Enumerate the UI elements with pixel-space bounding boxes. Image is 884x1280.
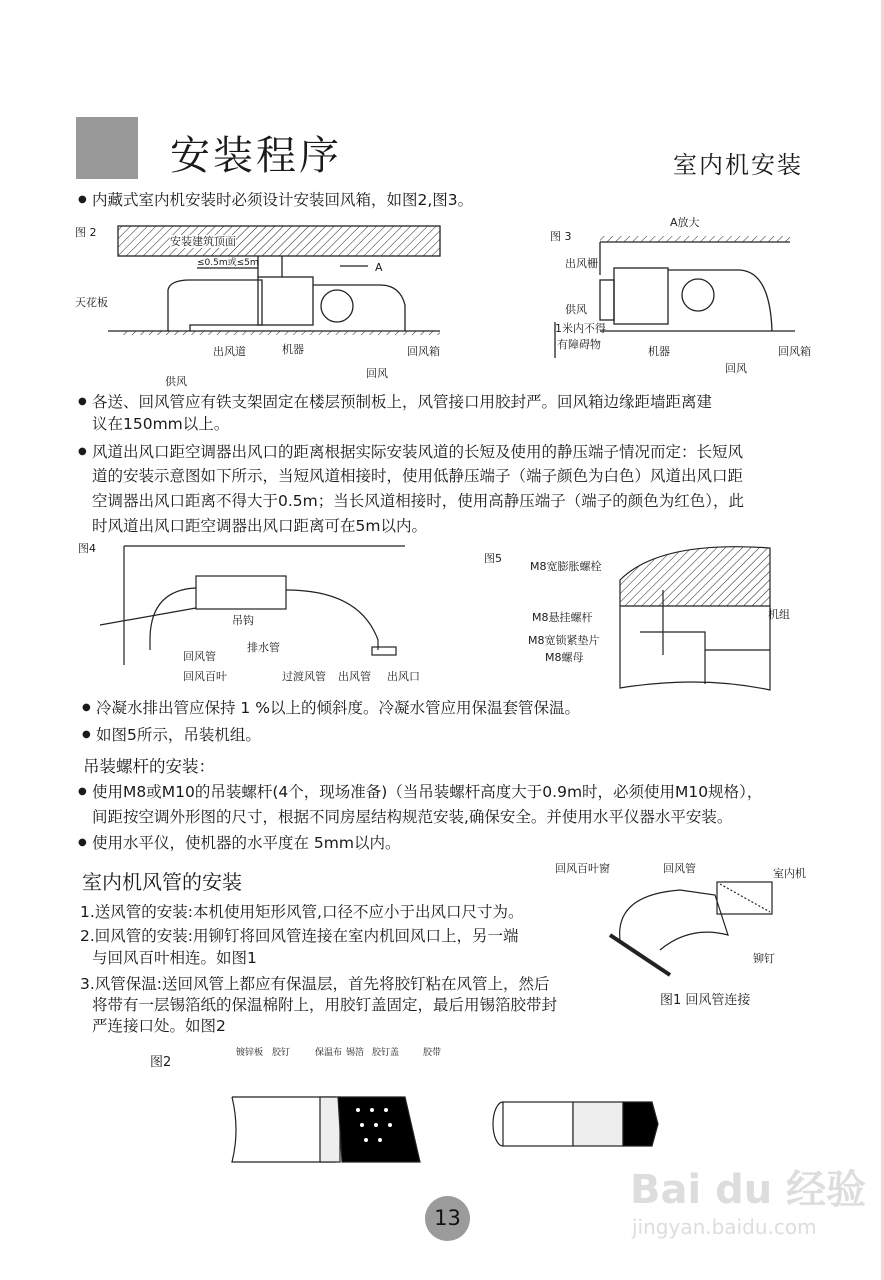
fig3-label: 图 3 (550, 230, 572, 243)
fig5-unit-label: 机组 (768, 608, 790, 621)
fig4-outlet-duct-label: 出风管 (338, 670, 371, 683)
section-title: 室内机安装 (673, 151, 803, 179)
duct-item-line: 将带有一层锡箔纸的保温棉附上，用胶钉盖固定，最后用锡箔胶带封 (92, 996, 558, 1014)
fig3-return-box-label: 回风箱 (778, 345, 811, 358)
fig2-a-marker: A (375, 261, 383, 274)
page-number: 13 (425, 1196, 470, 1241)
fig3-supply-label: 供风 (565, 303, 587, 316)
fig2b-cap-label: 胶钉盖 (372, 1048, 400, 1058)
para2-line: 议在150mm以上。 (92, 415, 230, 433)
fig4-return-duct-label: 回风管 (183, 650, 216, 663)
intro-text: ● 内藏式室内机安装时必须设计安装回风箱，如图2,图3。 (92, 190, 473, 210)
fig3-grille-label: 出风栅 (565, 257, 598, 270)
duct-item-line: 2.回风管的安装:用铆钉将回风管连接在室内机回风口上，另一端 (80, 927, 519, 945)
fig2-label: 图 2 (75, 226, 97, 239)
fig2-return-box-label: 回风箱 (407, 345, 440, 358)
fig4-drain-label: 排水管 (247, 641, 280, 654)
figure-1-drawing (610, 882, 772, 975)
fig2-distance-label: ≤0.5m或≤5m (197, 258, 259, 268)
para3-line: ● 风道出风口距空调器出风口的距离根据实际安装风道的长短及使用的静压端子情况而定：长短风 (92, 442, 743, 462)
figure-2b-drawing (232, 1097, 658, 1162)
fig2-outlet-duct-label: 出风道 (213, 345, 246, 358)
rod-item-line: ● 使用水平仪，使机器的水平度在 5mm以内。 (92, 833, 401, 853)
fig1-louver-label: 回风百叶窗 (555, 862, 610, 875)
fig2-machine-label: 机器 (282, 343, 304, 356)
fig2-return-label: 回风 (366, 367, 388, 380)
fig3-clearance-1: 1米内不得 (555, 322, 606, 335)
fig2-ceiling-label: 安装建筑顶面 (170, 235, 236, 248)
bullet-text: ● 如图5所示，吊装机组。 (96, 725, 261, 745)
duct-item-line: 3.风管保温:送回风管上都应有保温层，首先将胶钉粘在风管上，然后 (80, 975, 550, 993)
fig5-washer-label: M8宽锁紧垫片 (528, 634, 600, 647)
para3-line: 道的安装示意图如下所示，当短风道相接时，使用低静压端子（端子颜色为白色）风道出风口距 (92, 467, 744, 485)
fig1-rivet-label: 铆钉 (753, 952, 775, 965)
figure-5-drawing (620, 547, 770, 690)
fig2b-label: 图2 (150, 1055, 172, 1070)
fig4-hook-label: 吊钩 (232, 614, 254, 627)
fig3-title: A放大 (670, 216, 700, 229)
fig3-return-label: 回风 (725, 362, 747, 375)
fig2b-plate-label: 镀锌板 (236, 1048, 264, 1058)
fig2-supply-label: 供风 (165, 375, 187, 388)
duct-item-line: 1.送风管的安装:本机使用矩形风管,口径不应小于出风口尺寸为。 (80, 903, 524, 921)
fig2b-insulation-label: 保温布 (315, 1048, 343, 1058)
rod-heading: 吊装螺杆的安装： (83, 757, 215, 776)
duct-item-line: 与回风百叶相连。如图1 (92, 949, 257, 967)
fig5-bolt-label: M8宽膨胀螺栓 (530, 560, 602, 573)
fig5-rod-label: M8悬挂螺杆 (532, 611, 593, 624)
fig1-caption: 图1 回风管连接 (660, 993, 751, 1008)
fig3-clearance-2: 有障碍物 (557, 338, 601, 351)
fig3-machine-label: 机器 (648, 345, 670, 358)
figure-2-drawing (108, 226, 440, 335)
watermark-brand: Bai du 经验 (630, 1167, 867, 1213)
fig2-ceiling-board-label: 天花板 (75, 296, 108, 309)
fig5-label: 图5 (484, 552, 502, 565)
watermark-url: jingyan.baidu.com (632, 1215, 817, 1239)
fig4-label: 图4 (78, 542, 96, 555)
fig4-outlet-label: 出风口 (387, 670, 420, 683)
para3-line: 时风道出风口距空调器出风口距离可在5m以内。 (92, 517, 427, 535)
fig1-return-duct-label: 回风管 (663, 862, 696, 875)
duct-heading: 室内机风管的安装 (82, 870, 242, 894)
rod-item-line: 间距按空调外形图的尺寸，根据不同房屋结构规范安装,确保安全。并使用水平仪器水平安装。 (92, 808, 733, 826)
duct-item-line: 严连接口处。如图2 (92, 1017, 226, 1035)
para2-line: ● 各送、回风管应有铁支架固定在楼层预制板上，风管接口用胶封严。回风箱边缘距墙距离建 (92, 392, 712, 412)
fig4-transition-label: 过渡风管 (282, 670, 326, 683)
fig2b-nail-label: 胶钉 (272, 1048, 291, 1058)
fig2b-tape-label: 胶带 (423, 1048, 442, 1058)
fig4-return-louver-label: 回风百叶 (183, 670, 227, 683)
fig1-indoor-label: 室内机 (773, 867, 806, 880)
fig5-nut-label: M8螺母 (545, 651, 584, 664)
page-title: 安装程序 (170, 133, 342, 179)
para3-line: 空调器出风口距离不得大于0.5m；当长风道相接时，使用高静压端子（端子的颜色为红色），此 (92, 492, 745, 510)
rod-item-line: ● 使用M8或M10的吊装螺杆(4个，现场准备)（当吊装螺杆高度大于0.9m时，必须使用M10规格）， (92, 782, 762, 802)
fig2b-foil-label: 锡箔 (346, 1048, 365, 1058)
bullet-text: ● 冷凝水排出管应保持 1 %以上的倾斜度。冷凝水管应用保温套管保温。 (96, 698, 580, 718)
